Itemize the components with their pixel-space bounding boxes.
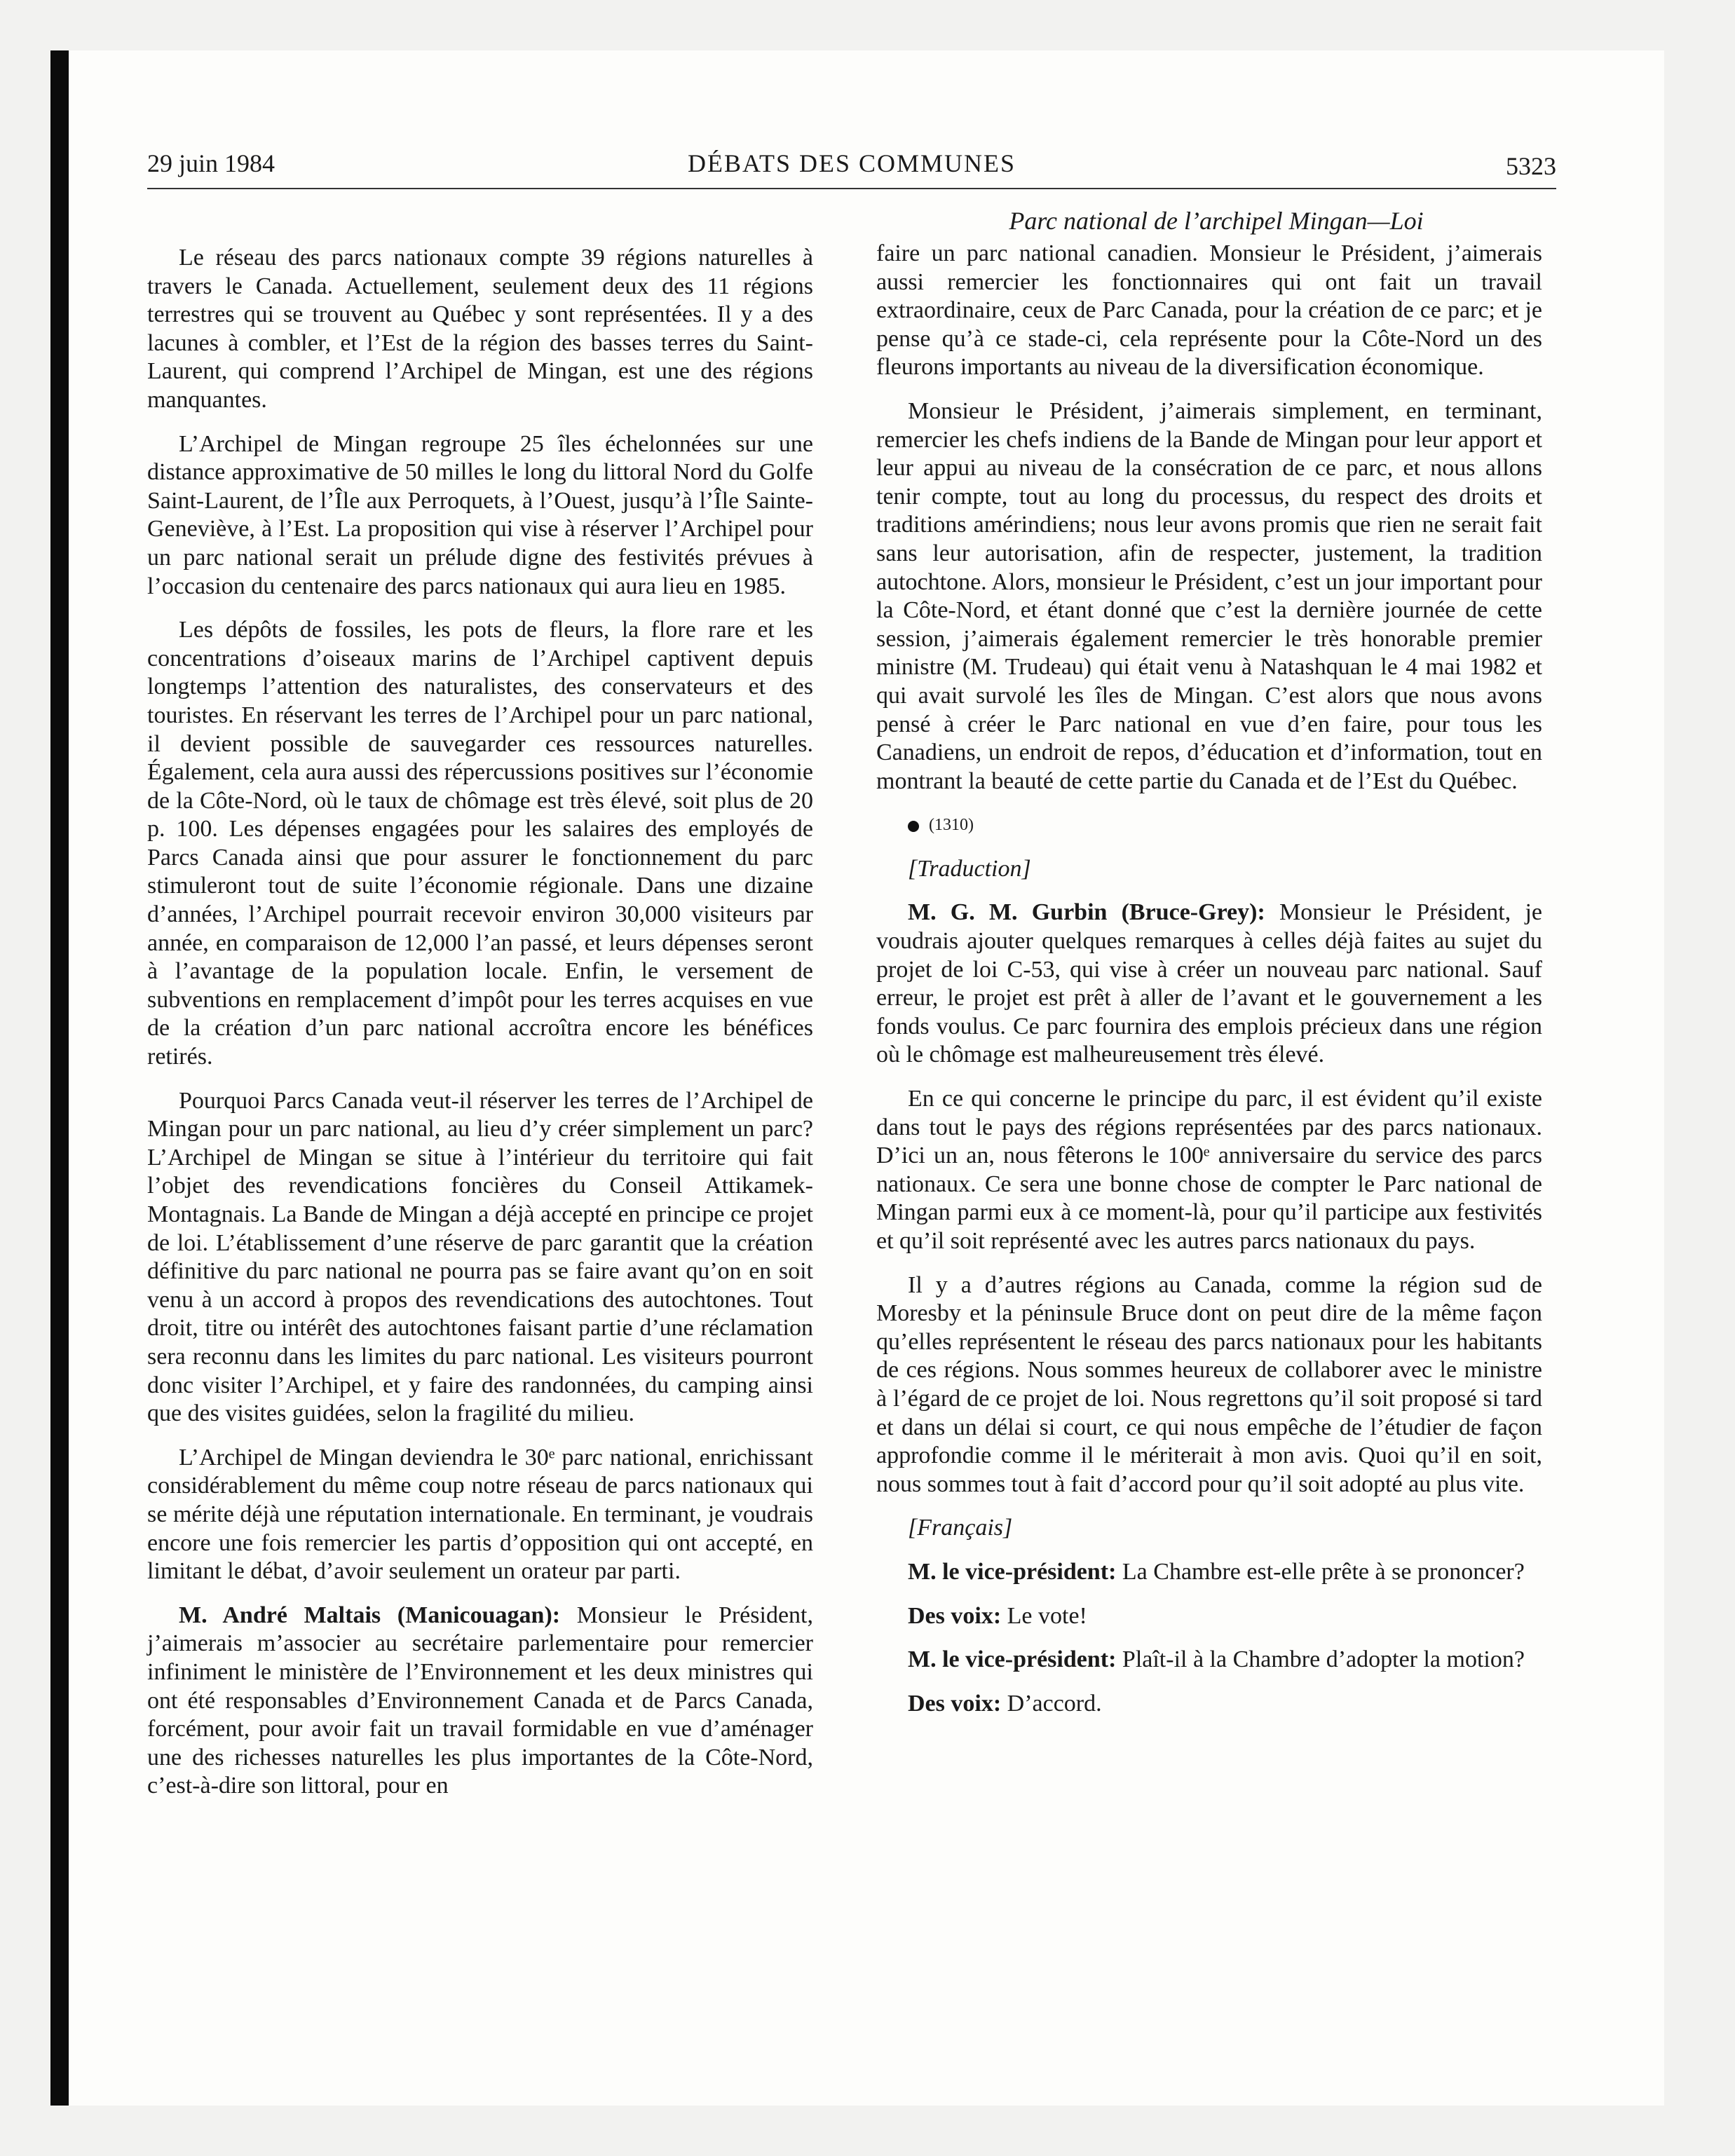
paragraph: Les dépôts de fossiles, les pots de fleurs, la flore rare et les concentrations d’oiseaux marins de l’Archipel captivent depuis longtemps l’attention des naturalistes, des conservateurs et des touristes. En réservant les terres de l’Archipel pour un parc national, il devient possible de sauvegarder ces ressources naturelles. Également, cela aura aussi des répercussions positives sur l’économie de la Côte-Nord, où le taux de chômage est très élevé, soit plus de 20 p. 100. Les dépenses engagées pour les salaires des employés de Parcs Canada ainsi que pour assurer le fonctionnement du parc stimuleront tout de suite l’économie régionale. Dans une dizaine d’années, l’Archipel pourrait recevoir environ 30,000 visiteurs par année, en comparaison de 12,000 l’an passé, et leurs dépenses seront à l’avantage de la population locale. Enfin, le versement de subventions en remplacement d’impôt pour les terres acquises en vue de la création d’un parc national accroîtra encore les bénéfices retirés. [147,617,813,1070]
speech-text: Plaît-il à la Chambre d’adopter la motion? [1116,1646,1525,1673]
speech-text: Monsieur le Président, j’aimerais m’associer au secrétaire parlementaire pour remercier infiniment le ministère de l’Environnement et les deux ministres qui ont été responsables d’Environnement Canada et de Parcs Canada, forcément, pour avoir fait un travail formidable en vue d’aménager une des richesses naturelles les plus importantes de la Côte-Nord, c’est-à-dire son littoral, pour en [147,1602,813,1799]
page-number: 5323 [1506,152,1556,180]
document-page [50,50,1664,2106]
paragraph: Monsieur le Président, j’aimerais simplement, en terminant, remercier les chefs indiens de la Bande de Mingan pour leur apport et leur appui au niveau de la consécration de ce parc, et nous allons tenir compte, tout au long du processus, du respect des droits et traditions amérindiens; nous leur avons promis que rien ne serait fait sans leur autorisation, afin de respecter, justement, la tradition autochtone. Alors, monsieur le Président, c’est un jour important pour la Côte-Nord, et étant donné que c’est la dernière journée de cette session, j’aimerais également remercier le très honorable premier ministre (M. Trudeau) qui était venu à Natashquan le 4 mai 1982 et qui avait survolé les îles de Mingan. C’est alors que nous avons pensé à créer le Parc national en vue d’en faire, pour tous les Canadiens, un endroit de repos, d’éducation et d’information, tout en montrant la beauté de cette partie du Canada et de l’Est du Québec. [876,397,1542,794]
paragraph: Le réseau des parcs nationaux compte 39 régions naturelles à travers le Canada. Actuellement, seulement deux des 11 régions terrestres qui se trouvent au Québec y sont représentées. Il y a des lacunes à combler, et l’Est de la région des basses terres du Saint-Laurent, qui comprend l’Archipel de Mingan, est une des régions manquantes. [147,245,813,413]
paragraph: Pourquoi Parcs Canada veut-il réserver les terres de l’Archipel de Mingan pour un parc national, au lieu d’y créer simplement un parc? L’Archipel de Mingan se situe à l’intérieur du territoire qui fait l’objet des revendications foncières du Conseil Attikamek-Montagnais. La Bande de Mingan a déjà accepté en principe ce projet de loi. L’établissement d’une réserve de parc garantit que la création définitive du parc national ne pourra pas se faire avant qu’on en soit venu à un accord à propos des revendications des autochtones. Tout droit, titre ou intérêt des autochtones faisant partie d’une réclamation sera reconnu dans les limites du parc national. Les visiteurs pourront donc visiter l’Archipel, et y faire des randonnées, du camping ainsi que des visites guidées, selon la fragilité du milieu. [147,1087,813,1427]
speaker-name: M. G. M. Gurbin (Bruce-Grey): [908,899,1265,926]
header-date: 29 juin 1984 [147,149,275,177]
speech-paragraph [876,899,1542,1070]
speaker-name: M. le vice-président: [908,1646,1117,1673]
running-head: Parc national de l’archipel Mingan—Loi [1009,207,1424,235]
paragraph: En ce qui concerne le principe du parc, il est évident qu’il existe dans tout le pays des régions représentées par des parcs nationaux. D’ici un an, nous fêterons le 100ᵉ anniversaire du service des parcs nationaux. Ce sera une bonne chose de compter le Parc national de Mingan parmi eux à ce moment-là, pour qu’il participe aux festivités et qu’il soit représenté avec les autres parcs nationaux du pays. [876,1086,1542,1254]
language-tag: [Traduction] [908,855,1031,882]
speech-text: La Chambre est-elle prête à se prononcer? [1116,1558,1525,1585]
speech-text: Monsieur le Président, je voudrais ajouter quelques remarques à celles déjà faites au sujet du projet de loi C-53, qui vise à créer un nouveau parc national. Sauf erreur, le projet est prêt à aller de l’avant et le gouvernement a les fonds voulus. Ce parc fournira des emplois précieux dans une région où le chômage est malheureusement très élevé. [876,899,1542,1068]
speaker-name: Des voix: [908,1602,1002,1629]
paragraph: L’Archipel de Mingan regroupe 25 îles échelonnées sur une distance approximative de 50 milles le long du littoral Nord du Golfe Saint-Laurent, de l’Île aux Perroquets, à l’Ouest, jusqu’à l’Île Sainte-Geneviève, à l’Est. La proposition qui vise à réserver l’Archipel pour un parc national serait un prélude digne des festivités prévues à l’occasion du centenaire des parcs nationaux qui aura lieu en 1985. [147,430,813,599]
time-marker-text: (1310) [929,816,974,835]
time-marker [876,811,1542,840]
scan-edge [50,50,69,2106]
left-column [147,244,813,1816]
speaker-name: M. le vice-président: [908,1558,1117,1585]
header-title: DÉBATS DES COMMUNES [687,149,1016,177]
speech-paragraph [876,1558,1542,1587]
speech-text: Le vote! [1001,1602,1087,1629]
language-tag: [Français] [908,1515,1013,1541]
header-rule [147,188,1556,189]
paragraph: Il y a d’autres régions au Canada, comme la région sud de Moresby et la péninsule Bruce dont on peut dire de la même façon qu’elles représentent le réseau des parcs nationaux pour les habitants de ces régions. Nous sommes heureux de collaborer avec le ministre à l’égard de ce projet de loi. Nous regrettons qu’il soit proposé si tard et dans un délai si court, ce qui nous empêche de l’étudier de façon approfondie comme il le mériterait à mon avis. Quoi qu’il en soit, nous sommes tout à fait d’accord pour qu’il soit adopté au plus vite. [876,1271,1542,1497]
speaker-name: Des voix: [908,1690,1002,1717]
speech-paragraph [147,1602,813,1801]
right-column [876,240,1542,1733]
bullet-dot-icon [908,821,919,832]
paragraph: faire un parc national canadien. Monsieur le Président, j’aimerais aussi remercier les fonctionnaires qui ont fait un travail extraordinaire, ceux de Parc Canada, pour la création de ce parc; et je pense qu’à ce stade-ci, cela représente pour la Côte-Nord un des fleurons importants au niveau de la diversification économique. [876,240,1542,381]
speech-text: D’accord. [1001,1690,1102,1717]
speech-paragraph [876,1646,1542,1674]
speech-paragraph [876,1602,1542,1631]
paragraph: L’Archipel de Mingan deviendra le 30ᵉ parc national, enrichissant considérablement du même coup notre réseau de parcs nationaux qui se mérite déjà une réputation internationale. En terminant, je voudrais encore une fois remercier les partis d’opposition qui ont accepté, en limitant le débat, d’avoir seulement un orateur par parti. [147,1444,813,1585]
speaker-name: M. André Maltais (Manicouagan): [179,1602,561,1628]
page-header [147,149,1556,191]
speech-paragraph [876,1690,1542,1719]
